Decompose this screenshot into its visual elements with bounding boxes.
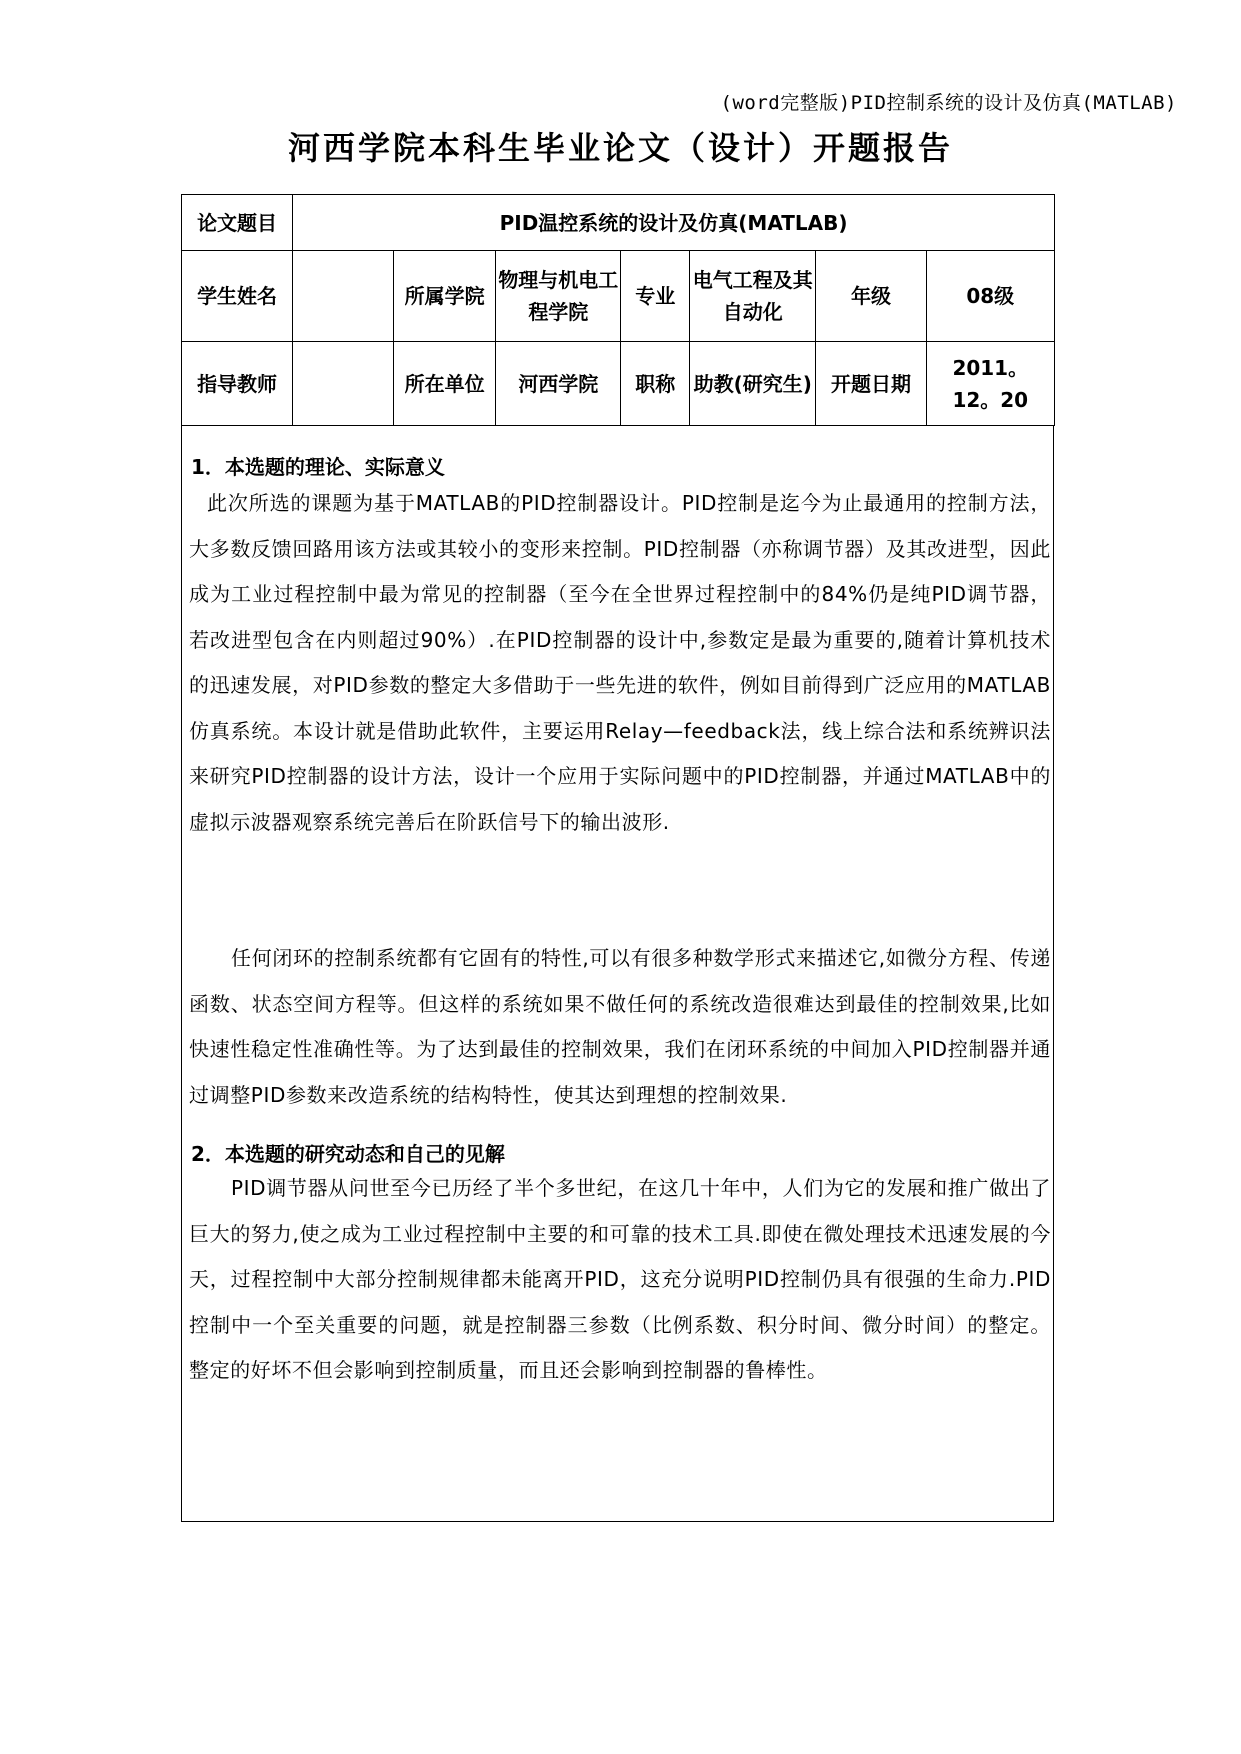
thesis-title-value: PID温控系统的设计及仿真(MATLAB) [293, 195, 1055, 251]
paragraph-significance-2: 任何闭环的控制系统都有它固有的特性,可以有很多种数学形式来描述它,如微分方程、传递函数、状态空间方程等。但这样的系统如果不做任何的系统改造很难达到最佳的控制效果,比如快速性稳定性准确性等。为了达到最佳的控制效果，我们在闭环系统的中间加入PID控制器并通过调整PID参数来改造系统的结构特性，使其达到理想的控制效果. [189, 946, 1051, 1107]
college-value: 物理与机电工程学院 [496, 251, 621, 342]
paragraph-research-status-1: PID调节器从问世至今已历经了半个多世纪，在这几十年中，人们为它的发展和推广做出了巨大的努力,使之成为工业过程控制中主要的和可靠的技术工具.即使在微处理技术迅速发展的今天，过程控制中大部分控制规律都未能离开PID，这充分说明PID控制仍具有很强的生命力.PID控制中一个至关重要的问题，就是控制器三参数（比例系数、积分时间、微分时间）的整定。整定的好坏不但会影响到控制质量，而且还会影响到控制器的鲁棒性。 [189, 1176, 1051, 1382]
document-title: 河西学院本科生毕业论文（设计）开题报告 [287, 129, 953, 167]
proposal-info-table [181, 194, 1055, 426]
grade-value: 08级 [926, 251, 1054, 342]
advisor-label: 指导教师 [182, 342, 293, 426]
section-heading-significance: 1．本选题的理论、实际意义 [191, 455, 445, 479]
academic-title-value: 助教(研究生) [690, 342, 816, 426]
grade-label: 年级 [816, 251, 926, 342]
table-row-thesis-title [182, 195, 1055, 251]
college-label: 所属学院 [394, 251, 496, 342]
paragraph-significance-1: 此次所选的课题为基于MATLAB的PID控制器设计。PID控制是迄今为止最通用的控制方法，大多数反馈回路用该方法或其较小的变形来控制。PID控制器（亦称调节器）及其改进型，因此成为工业过程控制中最为常见的控制器（至今在全世界过程控制中的84%仍是纯PID调节器，若改进型包含在内则超过90%）.在PID控制器的设计中,参数定是最为重要的,随着计算机技术的迅速发展，对PID参数的整定大多借助于一些先进的软件，例如目前得到广泛应用的MATLAB仿真系统。本设计就是借助此软件，主要运用Relay—feedback法，线上综合法和系统辨识法来研究PID控制器的设计方法，设计一个应用于实际问题中的PID控制器，并通过MATLAB中的虚拟示波器观察系统完善后在阶跃信号下的输出波形. [189, 491, 1051, 834]
proposal-content-box [181, 426, 1054, 1522]
header-note: (word完整版)PID控制系统的设计及仿真(MATLAB) [720, 92, 1177, 114]
table-row-advisor [182, 342, 1055, 426]
student-name-label: 学生姓名 [182, 251, 293, 342]
unit-label: 所在单位 [394, 342, 496, 426]
major-label: 专业 [621, 251, 690, 342]
major-value: 电气工程及其自动化 [690, 251, 816, 342]
thesis-title-label: 论文题目 [182, 195, 293, 251]
proposal-date-label: 开题日期 [816, 342, 926, 426]
academic-title-label: 职称 [621, 342, 690, 426]
unit-value: 河西学院 [496, 342, 621, 426]
student-name-value [293, 251, 394, 342]
advisor-value [293, 342, 394, 426]
table-row-student [182, 251, 1055, 342]
section-heading-research-status: 2．本选题的研究动态和自己的见解 [191, 1142, 505, 1166]
proposal-date-value: 2011。12。20 [926, 342, 1054, 426]
